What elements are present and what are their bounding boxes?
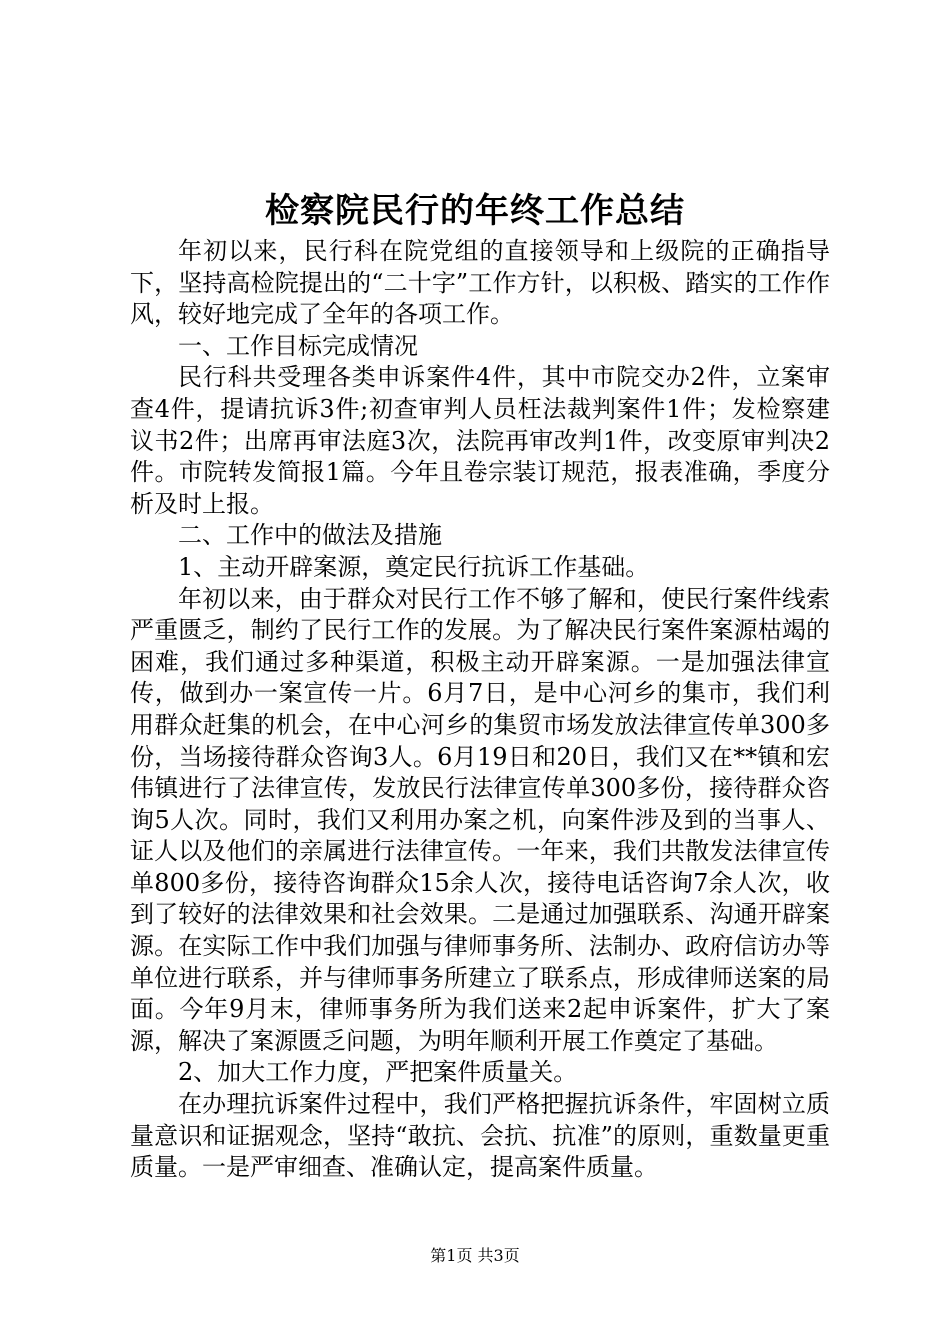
document-title: 检察院民行的年终工作总结	[265, 191, 685, 231]
paragraph-results: 民行科共受理各类申诉案件4件，其中市院交办2件，立案审查4件，提请抗诉3件;初查审判人员枉法裁判案件1件；发检察建议书2件；出席再审法庭3次，法院再审改判1件，改变原审判决2件。市院转发简报1篇。今年且卷宗装订规范，报表准确，季度分析及时上报。	[130, 363, 830, 518]
document-body	[130, 236, 830, 1184]
section-heading-1: 一、工作目标完成情况	[178, 331, 418, 360]
paragraph-case-sources: 年初以来，由于群众对民行工作不够了解和，使民行案件线索严重匮乏，制约了民行工作的发展。为了解决民行案件案源枯竭的困难，我们通过多种渠道，积极主动开辟案源。一是加强法律宣传，做到办一案宣传一片。6月7日，是中心河乡的集市，我们利用群众赶集的机会，在中心河乡的集贸市场发放法律宣传单300多份，当场接待群众咨询3人。6月19日和20日，我们又在**镇和宏伟镇进行了法律宣传，发放民行法律宣传单300多份，接待群众咨询5人次。同时，我们又利用办案之机，向案件涉及到的当事人、证人以及他们的亲属进行法律宣传。一年来，我们共散发法律宣传单800多份，接待咨询群众15余人次，接待电话咨询7余人次，收到了较好的法律效果和社会效果。二是通过加强联系、沟通开辟案源。在实际工作中我们加强与律师事务所、法制办、政府信访办等单位进行联系，并与律师事务所建立了联系点，形成律师送案的局面。今年9月末，律师事务所为我们送来2起申诉案件，扩大了案源，解决了案源匮乏问题，为明年顺利开展工作奠定了基础。	[130, 584, 830, 1055]
paragraph-case-quality: 在办理抗诉案件过程中，我们严格把握抗诉条件，牢固树立质量意识和证据观念，坚持“敢抗、会抗、抗准”的原则，重数量更重质量。一是严审细查、准确认定，提高案件质量。	[130, 1090, 830, 1182]
page-footer: 第1页 共3页	[430, 1246, 520, 1265]
subheading-1: 1、主动开辟案源，奠定民行抗诉工作基础。	[178, 552, 650, 581]
section-heading-2: 二、工作中的做法及措施	[178, 521, 442, 550]
paragraph-intro: 年初以来，民行科在院党组的直接领导和上级院的正确指导下，坚持高检院提出的“二十字”工作方针，以积极、踏实的工作作风，较好地完成了全年的各项工作。	[130, 237, 830, 329]
subheading-2: 2、加大工作力度，严把案件质量关。	[178, 1058, 578, 1087]
